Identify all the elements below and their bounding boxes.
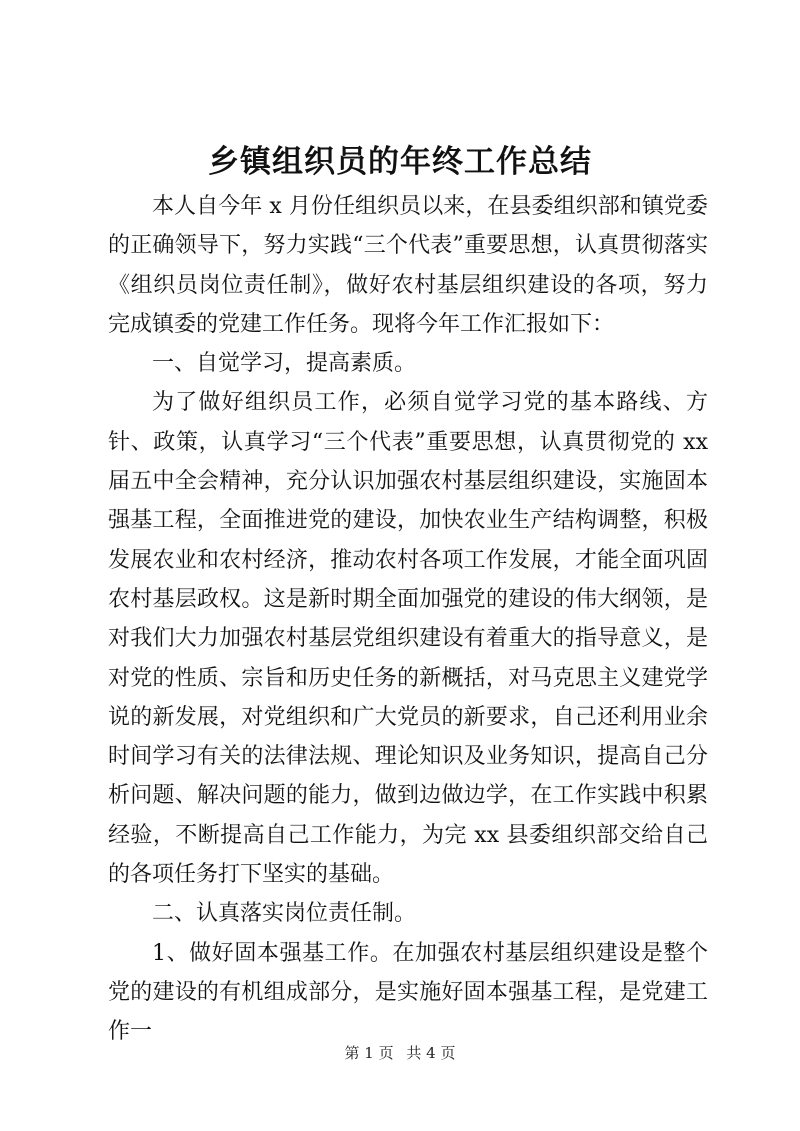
study-paragraph: 为了做好组织员工作，必须自觉学习党的基本路线、方针、政策，认真学习“三个代表”重要思想，认真贯彻党的 xx 届五中全会精神，充分认识加强农村基层组织建设，实施固本强基工程，全面推进党的建设，加快农业生产结构调整，积极发展农业和农村经济，推动农村各项工作发展，才能全面巩固农村基层政权。这是新时期全面加强党的建设的伟大纲领，是对我们大力加强农村基层党组织建设有着重大的指导意义，是对党的性质、宗旨和历史任务的新概括，对马克思主义建党学说的新发展，对党组织和广大党员的新要求，自己还利用业余时间学习有关的法律法规、理论知识及业务知识，提高自己分析问题、解决问题的能力，做到边做边学，在工作实践中积累经验，不断提高自己工作能力，为完 xx 县委组织部交给自己的各项任务打下坚实的基础。 [108, 390, 708, 888]
intro-paragraph: 本人自今年 x 月份任组织员以来，在县委组织部和镇党委的正确领导下，努力实践“三个代表”重要思想，认真贯彻落实《组织员岗位责任制》，做好农村基层组织建设的各项，努力完成镇委的党建工作任务。现将今年工作汇报如下： [108, 194, 708, 337]
section-heading-responsibility: 二、认真落实岗位责任制。 [152, 901, 417, 927]
document-body [108, 187, 708, 1052]
document-title: 乡镇组织员的年终工作总结 [208, 144, 592, 180]
section-heading-study: 一、自觉学习，提高素质。 [152, 351, 417, 377]
page-total: 共 4 页 [406, 1044, 456, 1062]
page-number: 第 1 页 [344, 1044, 394, 1062]
page-footer [0, 1043, 800, 1063]
responsibility-paragraph: 1、做好固本强基工作。在加强农村基层组织建设是整个党的建设的有机组成部分，是实施好固本强基工程，是党建工作一 [108, 940, 708, 1045]
